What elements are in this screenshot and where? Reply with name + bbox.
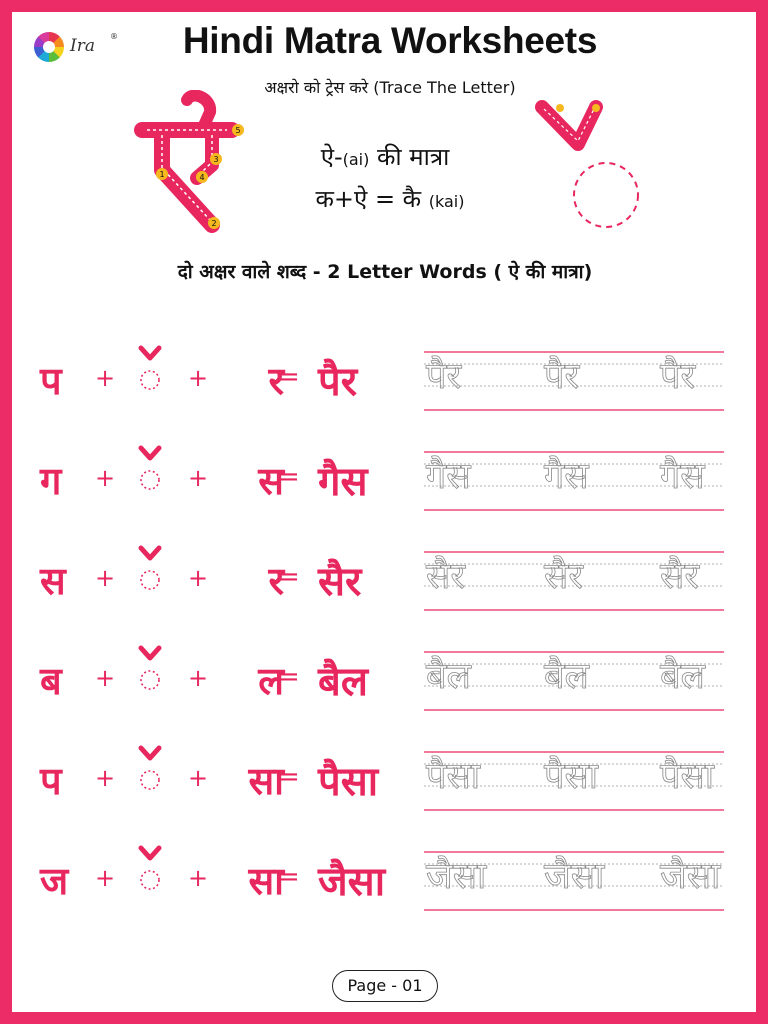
trace-word: बैल: [660, 656, 705, 697]
plus-sign: +: [188, 764, 209, 792]
stroke-label-3: 3: [213, 155, 219, 164]
word-row: [0, 348, 768, 428]
matra-info-line1: ऐ-(ai) की मात्रा: [320, 143, 450, 171]
word-row: [0, 648, 768, 728]
ai-matra-icon: [135, 544, 165, 600]
ai-matra-icon: [135, 844, 165, 900]
plus-sign: +: [188, 464, 209, 492]
plus-sign: +: [95, 364, 116, 392]
first-letter: स: [40, 559, 66, 603]
trace-word: गैस: [544, 456, 589, 497]
trace-word: पैर: [660, 356, 696, 397]
second-letter: र: [268, 359, 284, 403]
plus-sign: +: [95, 864, 116, 892]
ai-matra-icon: [135, 444, 165, 500]
equals-sign: =: [278, 862, 300, 892]
word-row: [0, 548, 768, 628]
registered-mark: ®: [110, 32, 118, 41]
first-letter: प: [40, 359, 62, 403]
result-word: पैसा: [318, 759, 379, 805]
plus-sign: +: [95, 464, 116, 492]
equals-sign: =: [278, 662, 300, 692]
second-letter: सा: [248, 759, 284, 803]
result-word: जैसा: [318, 859, 386, 905]
trace-word: सैर: [426, 556, 466, 597]
stroke-label-5: 5: [235, 126, 241, 135]
equals-sign: =: [278, 462, 300, 492]
stroke-label-1: 1: [159, 170, 165, 179]
trace-word: सैर: [660, 556, 700, 597]
stroke-label-4: 4: [199, 173, 205, 182]
first-letter: ज: [40, 859, 69, 903]
plus-sign: +: [95, 664, 116, 692]
result-word: सैर: [318, 559, 362, 605]
dotted-circle-guide: [574, 163, 638, 227]
color-wheel-icon: [34, 32, 64, 62]
second-letter: र: [268, 559, 284, 603]
plus-sign: +: [95, 764, 116, 792]
second-letter: स: [258, 459, 284, 503]
trace-word: गैस: [660, 456, 705, 497]
trace-word: सैर: [544, 556, 584, 597]
word-row: [0, 748, 768, 828]
result-word: पैर: [318, 359, 358, 405]
ai-matra-icon: [135, 344, 165, 400]
first-letter: ब: [40, 659, 62, 703]
trace-word: पैर: [426, 356, 462, 397]
equals-sign: =: [278, 762, 300, 792]
trace-word: बैल: [544, 656, 589, 697]
page-number: Page - 01: [332, 970, 438, 1002]
second-letter: ल: [258, 659, 284, 703]
trace-word: गैस: [426, 456, 471, 497]
stroke-label-2: 2: [211, 219, 217, 228]
letter-trace-demo: [132, 90, 262, 240]
page-subtitle: अक्षरो को ट्रेस करे (Trace The Letter): [264, 78, 516, 97]
logo-text: Ira: [70, 36, 95, 56]
first-letter: प: [40, 759, 62, 803]
equals-sign: =: [278, 362, 300, 392]
matra-info-line2: क+ऐ = कै (kai): [315, 185, 465, 213]
result-word: गैस: [318, 459, 368, 505]
plus-sign: +: [188, 564, 209, 592]
trace-word: पैर: [544, 356, 580, 397]
brand-logo: [34, 30, 124, 66]
plus-sign: +: [188, 664, 209, 692]
plus-sign: +: [188, 364, 209, 392]
word-row: [0, 448, 768, 528]
page-title: Hindi Matra Worksheets: [182, 20, 598, 61]
result-word: बैल: [318, 659, 368, 705]
trace-word: बैल: [426, 656, 471, 697]
matra-trace-demo: [530, 92, 660, 232]
section-title: दो अक्षर वाले शब्द - 2 Letter Words ( ऐ की मात्रा): [177, 261, 593, 283]
ai-matra-icon: [135, 744, 165, 800]
trace-word: पैसा: [660, 756, 715, 797]
trace-word: पैसा: [544, 756, 599, 797]
trace-word: जैसा: [426, 856, 487, 897]
ai-matra-icon: [135, 644, 165, 700]
plus-sign: +: [95, 564, 116, 592]
plus-sign: +: [188, 864, 209, 892]
first-letter: ग: [40, 459, 62, 503]
trace-word: पैसा: [426, 756, 481, 797]
equals-sign: =: [278, 562, 300, 592]
trace-word: जैसा: [660, 856, 721, 897]
word-row: [0, 848, 768, 928]
second-letter: सा: [248, 859, 284, 903]
trace-word: जैसा: [544, 856, 605, 897]
